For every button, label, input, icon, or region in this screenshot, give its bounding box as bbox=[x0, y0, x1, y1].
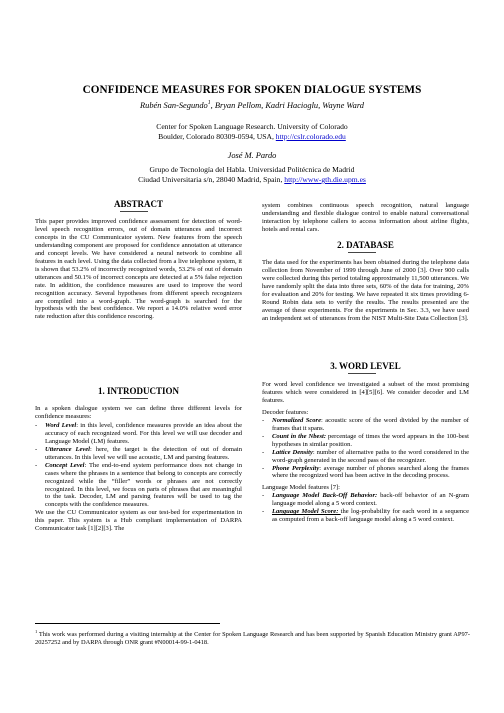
word-level-paragraph: For word level confidence we investigated a subset of the most promising features which were considered in [4][5][6]. We consider decoder and LM features. bbox=[262, 381, 469, 404]
list-item: - Language Model Back-Off Behavior: back-off behavior of an N-gram language model along a 5 word context. bbox=[262, 492, 470, 508]
list-item: - Phone Perplexity: average number of phones searched along the frames where the recognized word has been active in the decoding process. bbox=[262, 464, 469, 480]
intro-paragraph: In a spoken dialogue system we can define three different levels for confidence measures: bbox=[35, 405, 242, 420]
affiliation-1-line1: Center for Spoken Language Research. University of Colorado bbox=[156, 122, 348, 131]
cslr-link[interactable]: http://cslr.colorado.edu bbox=[275, 132, 346, 141]
footnote-rule bbox=[35, 623, 220, 624]
word-level-heading: 3. WORD LEVEL bbox=[330, 361, 401, 371]
intro-underline bbox=[120, 398, 148, 399]
intro-paragraph: We use the CU Communicator system as our test-bed for experimentation in this paper. This system is a Hub compliant implementation of DARPA Communicator task [1][2][3]. The bbox=[35, 509, 242, 533]
database-heading: 2. DATABASE bbox=[337, 240, 394, 250]
intro-heading: 1. INTRODUCTION bbox=[97, 386, 179, 396]
list-item: - Concept Level: The end-to-end system performance does not change in cases where the phrases in a sentence that belong to concepts are correctly recognized while the “filler” words or phrases are not correctly recognized. In this level, we focus on parts of phrases that are meaningful to the task. Decoder, LM and parsing features will be used to tag the concepts with the confidence measures. bbox=[35, 461, 243, 509]
list-item: - Lattice Density: number of alternative paths to the word considered in the word-graph generated in the second pass of the recognizer. bbox=[262, 448, 469, 464]
lm-features-label: Language Model features [7]: bbox=[262, 484, 340, 492]
list-item: - Normalized Score: acoustic score of the word divided by the number of frames that it spans. bbox=[262, 416, 469, 432]
database-text: The data used for the experiments has been obtained during the telephone data collection from November of 1999 through June of 2000 [3]. Over 900 calls were collected during this period totaling approximately 11,500 utterances. We have randomly split the data into three sets, 60% of the data for training, 20% for evaluation and 20% for testing. We have repeated it six times providing 6-Round Robin data sets to verify the results. The results presented are the average of these experiments. For the experiments in Sec. 3.3, we have used an independent set of utterances from the NIST Multi-Site Data Collection [3]. bbox=[262, 259, 469, 322]
gth-link[interactable]: http://www-gth.die.upm.es bbox=[284, 175, 366, 184]
abstract-heading: ABSTRACT bbox=[113, 199, 163, 209]
database-underline bbox=[348, 252, 376, 253]
paper-title: CONFIDENCE MEASURES FOR SPOKEN DIALOGUE SYSTEMS bbox=[82, 84, 422, 96]
footnote: $^1$ This work was performed during a visiting internship at the Center for Spoken Language Research and has been supported by Spanish Education Ministry grant AP97-20257252 and by DARPA through ONR grant #N00014-99-1-0418. bbox=[35, 629, 470, 646]
affiliation-1-line2: Boulder, Colorado 80309-0594, USA, http://cslr.colorado.edu bbox=[158, 132, 346, 141]
affiliation-2-line2: Ciudad Universitaria s/n, 28040 Madrid, Spain, http://www-gth.die.upm.es bbox=[138, 175, 366, 184]
intro-text bbox=[35, 405, 242, 533]
affiliation-1 bbox=[0, 122, 504, 142]
affiliation-2 bbox=[0, 165, 504, 185]
author-list: Rubén San-Segundo$^1$, Bryan Pellom, Kadri Hacioglu, Wayne Ward bbox=[140, 100, 364, 110]
list-item: - Language Model Score: the log-probability for each word in a sequence as computed from a back-off language model along a 5 word context. bbox=[262, 508, 469, 524]
list-item: - Utterance Level: here, the target is the detection of out of domain utterances. In this level we will use acoustic, LM and parsing features. bbox=[35, 445, 242, 461]
affiliation-2-line1: Grupo de Tecnología del Habla. Universidad Politécnica de Madrid bbox=[149, 165, 355, 174]
second-author: José M. Pardo bbox=[227, 151, 277, 160]
list-item: - Word Level: in this level, confidence measures provide an idea about the accuracy of each recognized word. For this level we will use decoder and Language Model (LM) features. bbox=[35, 421, 242, 445]
word-level-text bbox=[262, 381, 469, 524]
decoder-features-label: Decoder features: bbox=[262, 408, 309, 416]
right-top-text: system combines continuous speech recognition, natural language understanding and flexible dialogue control to enable natural conversational interaction by telephone callers to access information about airline flights, hotels and rental cars. bbox=[262, 202, 469, 233]
list-item: - Count in the Nbest: percentage of times the word appears in the 100-best hypotheses in similar position. bbox=[262, 432, 469, 448]
word-level-underline bbox=[348, 373, 376, 374]
abstract-text: This paper provides improved confidence assessment for detection of word-level speech recognition errors, out of domain utterances and incorrect concepts in the CU Communicator system. New features from the speech understanding component are proposed for confidence annotation at utterance and concept levels. We have considered a neural network to combine all features in each level. Using the data collected from a live telephone system, it is shown that 53.2% of incorrectly recognized words, 53.2% of out of domain utterances and 50.1% of incorrect concepts are detected at a 5% false rejection rate. In addition, the confidence measures are used to improve the word recognition accuracy. Several hypotheses from different speech recognizers are compiled into a word-graph. The word-graph is searched for the hypothesis with the best confidence. We report a 14.0% relative word error rate reduction after this confidence rescoring. bbox=[35, 218, 242, 321]
abstract-underline bbox=[120, 211, 148, 212]
